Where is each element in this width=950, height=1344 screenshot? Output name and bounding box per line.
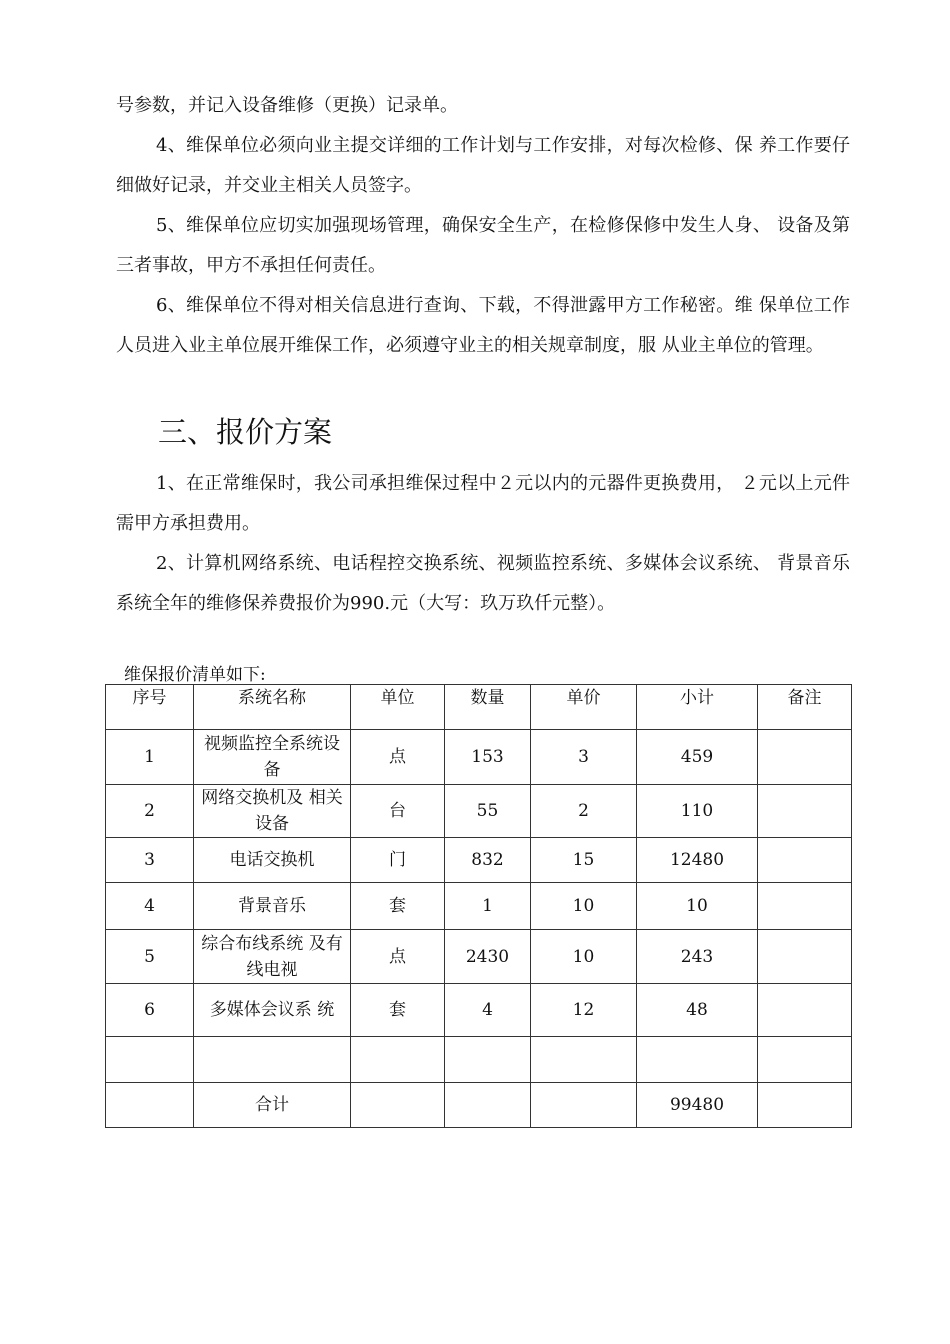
cell-note xyxy=(758,1037,852,1083)
table-row xyxy=(106,730,852,785)
table-header-row xyxy=(106,685,852,730)
cell-note xyxy=(758,730,852,785)
cell-price: 15 xyxy=(531,838,637,883)
table-row xyxy=(106,883,852,930)
cell-qty: 1 xyxy=(445,883,531,930)
cell-note xyxy=(758,785,852,838)
cell-no: 5 xyxy=(106,930,194,984)
paragraph-item-6: 6、维保单位不得对相关信息进行查询、下载，不得泄露甲方工作秘密。维 保单位工作人员进入业主单位展开维保工作，必须遵守业主的相关规章制度，服 从业主单位的管理。 xyxy=(116,295,850,356)
cell-qty: 4 xyxy=(445,984,531,1037)
table-row xyxy=(106,984,852,1037)
cell-subtotal: 10 xyxy=(637,883,758,930)
cell-name: 综合布线系统 及有线电视 xyxy=(194,930,351,984)
cell-subtotal: 48 xyxy=(637,984,758,1037)
cell-total-subtotal: 99480 xyxy=(637,1083,758,1128)
quote-paragraph-1: 1、在正常维保时，我公司承担维保过程中２元以内的元器件更换费用， ２元以上元件需甲方承担费用。 xyxy=(116,473,850,534)
header-subtotal: 小计 xyxy=(637,685,758,730)
cell-total-unit xyxy=(351,1083,445,1128)
paragraph-continued: 号参数，并记入设备维修（更换）记录单。 xyxy=(116,95,458,116)
table-row xyxy=(106,785,852,838)
quote-paragraph-2: 2、计算机网络系统、电话程控交换系统、视频监控系统、多媒体会议系统、 背景音乐系统全年的维修保养费报价为990.元（大写：玖万玖仟元整）。 xyxy=(116,553,850,614)
cell-qty: 2430 xyxy=(445,930,531,984)
cell-subtotal xyxy=(637,1037,758,1083)
cell-price: 10 xyxy=(531,930,637,984)
cell-no: 6 xyxy=(106,984,194,1037)
cell-name xyxy=(194,1037,351,1083)
cell-subtotal: 110 xyxy=(637,785,758,838)
cell-total-qty xyxy=(445,1083,531,1128)
cell-note xyxy=(758,930,852,984)
cell-total-note xyxy=(758,1083,852,1128)
cell-no: 1 xyxy=(106,730,194,785)
cell-price: 3 xyxy=(531,730,637,785)
cell-unit: 套 xyxy=(351,984,445,1037)
cell-price: 12 xyxy=(531,984,637,1037)
header-name: 系统名称 xyxy=(194,685,351,730)
cell-qty xyxy=(445,1037,531,1083)
cell-qty: 832 xyxy=(445,838,531,883)
table-total-row xyxy=(106,1083,852,1128)
cell-price: 2 xyxy=(531,785,637,838)
cell-subtotal: 12480 xyxy=(637,838,758,883)
paragraph-item-5: 5、维保单位应切实加强现场管理，确保安全生产，在检修保修中发生人身、 设备及第三者事故，甲方不承担任何责任。 xyxy=(116,215,850,276)
header-no: 序号 xyxy=(106,685,194,730)
cell-total-price xyxy=(531,1083,637,1128)
cell-no: 2 xyxy=(106,785,194,838)
quote-table xyxy=(105,684,852,1128)
cell-no xyxy=(106,1037,194,1083)
cell-total-no xyxy=(106,1083,194,1128)
cell-unit: 台 xyxy=(351,785,445,838)
cell-name: 网络交换机及 相关设备 xyxy=(194,785,351,838)
cell-name: 背景音乐 xyxy=(194,883,351,930)
header-unit: 单位 xyxy=(351,685,445,730)
cell-subtotal: 459 xyxy=(637,730,758,785)
section-heading: 三、报价方案 xyxy=(158,415,333,449)
cell-unit: 点 xyxy=(351,930,445,984)
table-row xyxy=(106,838,852,883)
cell-unit xyxy=(351,1037,445,1083)
cell-unit: 门 xyxy=(351,838,445,883)
header-qty: 数量 xyxy=(445,685,531,730)
cell-unit: 点 xyxy=(351,730,445,785)
header-price: 单价 xyxy=(531,685,637,730)
table-row xyxy=(106,930,852,984)
cell-subtotal: 243 xyxy=(637,930,758,984)
table-caption: 维保报价清单如下: xyxy=(124,665,266,685)
paragraph-item-4: 4、维保单位必须向业主提交详细的工作计划与工作安排，对每次检修、保 养工作要仔细做好记录，并交业主相关人员签字。 xyxy=(116,135,850,196)
cell-price: 10 xyxy=(531,883,637,930)
cell-note xyxy=(758,883,852,930)
cell-total-label: 合计 xyxy=(194,1083,351,1128)
cell-no: 4 xyxy=(106,883,194,930)
cell-qty: 55 xyxy=(445,785,531,838)
cell-name: 多媒体会议系 统 xyxy=(194,984,351,1037)
cell-price xyxy=(531,1037,637,1083)
cell-unit: 套 xyxy=(351,883,445,930)
cell-qty: 153 xyxy=(445,730,531,785)
cell-name: 视频监控全系统设备 xyxy=(194,730,351,785)
cell-note xyxy=(758,838,852,883)
header-note: 备注 xyxy=(758,685,852,730)
cell-name: 电话交换机 xyxy=(194,838,351,883)
table-row-empty xyxy=(106,1037,852,1083)
cell-no: 3 xyxy=(106,838,194,883)
cell-note xyxy=(758,984,852,1037)
